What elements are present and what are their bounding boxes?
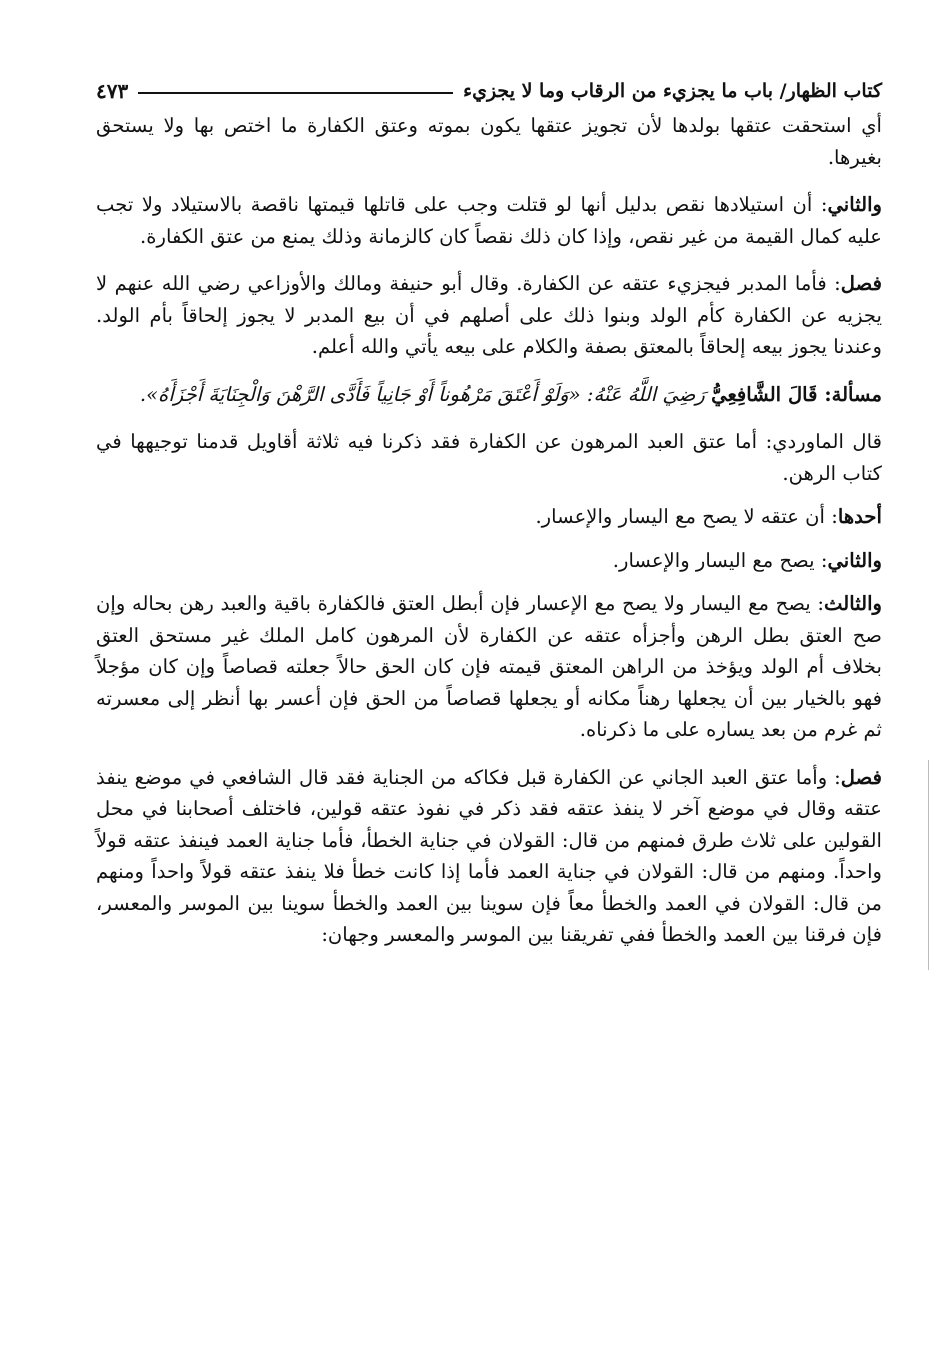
paragraph-lead: والثاني — [827, 193, 882, 216]
page-number: ٤٧٣ — [96, 79, 129, 103]
paragraph-text: : وأما عتق العبد الجاني عن الكفارة قبل فكاكه من الجناية فقد قال الشافعي في موضع ينفذ عتقه وقال في موضع آخر لا ينفذ عتقه فقد ذكر في نفوذ عتقه قولين، فاختلف أصحابنا في محل القولين على ثلاث طرق فمنهم من قال: القولان في جناية الخطأ، فأما جناية العمد فينفذ عتقه قولاً واحداً. ومنهم من قال: القولان في جناية العمد فأما إذا كانت خطأ فلا ينفذ عتقه قولاً واحداً ومنهم من قال: القولان في العمد والخطأ معاً فإن سوينا بين العمد والخطأ سوينا بين الموسر والمعسر، فإن فرقنا بين العمد والخطأ ففي تفريقنا بين الموسر والمعسر وجهان: — [96, 765, 882, 946]
paragraph-lead: والثالث — [824, 592, 882, 615]
paragraph-text: أي استحقت عتقها بولدها لأن تجويز عتقها يكون بموته وعتق الكفارة ما اختص بها ولا يستحق بغيرها. — [96, 114, 882, 169]
paragraph-lead: والثاني — [827, 548, 882, 572]
paragraph-text: : فأما المدبر فيجزيء عتقه عن الكفارة. وقال أبو حنيفة ومالك والأوزاعي رضي الله عنهم لا يجزيه عن الكفارة كأم الولد وبنوا ذلك على أصلهم في أن بيع المدبر لا يجوز إلحاقاً بأم الولد. وعندنا يجوز بيعه إلحاقاً بالمعتق بصفة والكلام على بيعه يأتي والله أعلم. — [96, 272, 882, 358]
paragraph-speaker: : قَالَ الشَّافِعِيُّ — [711, 382, 832, 406]
paragraph-4 — [96, 379, 882, 411]
paragraph-lead: فصل — [840, 272, 882, 295]
document-page — [96, 72, 882, 1352]
paragraph-3 — [96, 268, 882, 363]
paragraph-2 — [96, 189, 882, 252]
header-rule — [138, 92, 453, 94]
book-chapter-title: كتاب الظهار/ باب ما يجزيء من الرقاب وما لا يجزيء — [463, 80, 882, 102]
paragraph-lead: أحدها — [837, 505, 882, 528]
paragraph-1 — [96, 110, 882, 173]
paragraph-text: : أن عتقه لا يصح مع اليسار والإعسار. — [535, 505, 838, 528]
paragraph-5 — [96, 426, 882, 489]
paragraph-7 — [96, 545, 882, 577]
paragraph-9 — [96, 762, 882, 951]
paragraph-8 — [96, 588, 882, 746]
paragraph-text: : أن استيلادها نقص بدليل أنها لو قتلت وجب على قاتلها قيمتها ناقصة بالاستيلاد ولا تجب عليه كمال القيمة من غير نقص، وإذا كان ذلك نقصاً كان كالزمانة وذلك يمنع من عتق الكفارة. — [96, 193, 882, 248]
paragraph-text: : يصح مع اليسار ولا يصح مع الإعسار فإن أبطل العتق فالكفارة باقية والعبد رهن بحاله وإن صح العتق بطل الرهن وأجزأه عتقه عن الكفارة لأن المرهون كامل الملك غير مستحق العتق بخلاف أم الولد ويؤخذ من الراهن المعتق قيمته فإن كان الحق حالاً جعلته قصاصاً وإن كان مؤجلاً فهو بالخيار بين أن يجعلها رهناً مكانه أو يجعلها قصاصاً من الحق فإن أعسر بها أنظر إلى معسرته ثم غرم من بعد يساره على ما ذكرناه. — [96, 592, 882, 741]
paragraph-lead: مسألة — [831, 382, 882, 406]
paragraph-lead: فصل — [840, 765, 882, 789]
running-header — [96, 72, 882, 110]
paragraph-text: : يصح مع اليسار والإعسار. — [612, 548, 828, 572]
paragraph-text: قال الماوردي: أما عتق العبد المرهون عن الكفارة فقد ذكرنا فيه ثلاثة أقاويل قدمنا توجيهها في كتاب الرهن. — [96, 430, 882, 485]
paragraph-text: رَضِيَ اللَّهُ عَنْهُ: «وَلَوْ أَعْتَقَ مَرْهُوناً أَوْ جَانِياً فَأَدَّى الرَّهْنَ وَالْجِنَايَةَ أَجْزَأَهُ». — [139, 382, 712, 406]
page-body — [96, 110, 882, 951]
paragraph-6 — [96, 501, 882, 533]
margin-line — [928, 760, 929, 970]
